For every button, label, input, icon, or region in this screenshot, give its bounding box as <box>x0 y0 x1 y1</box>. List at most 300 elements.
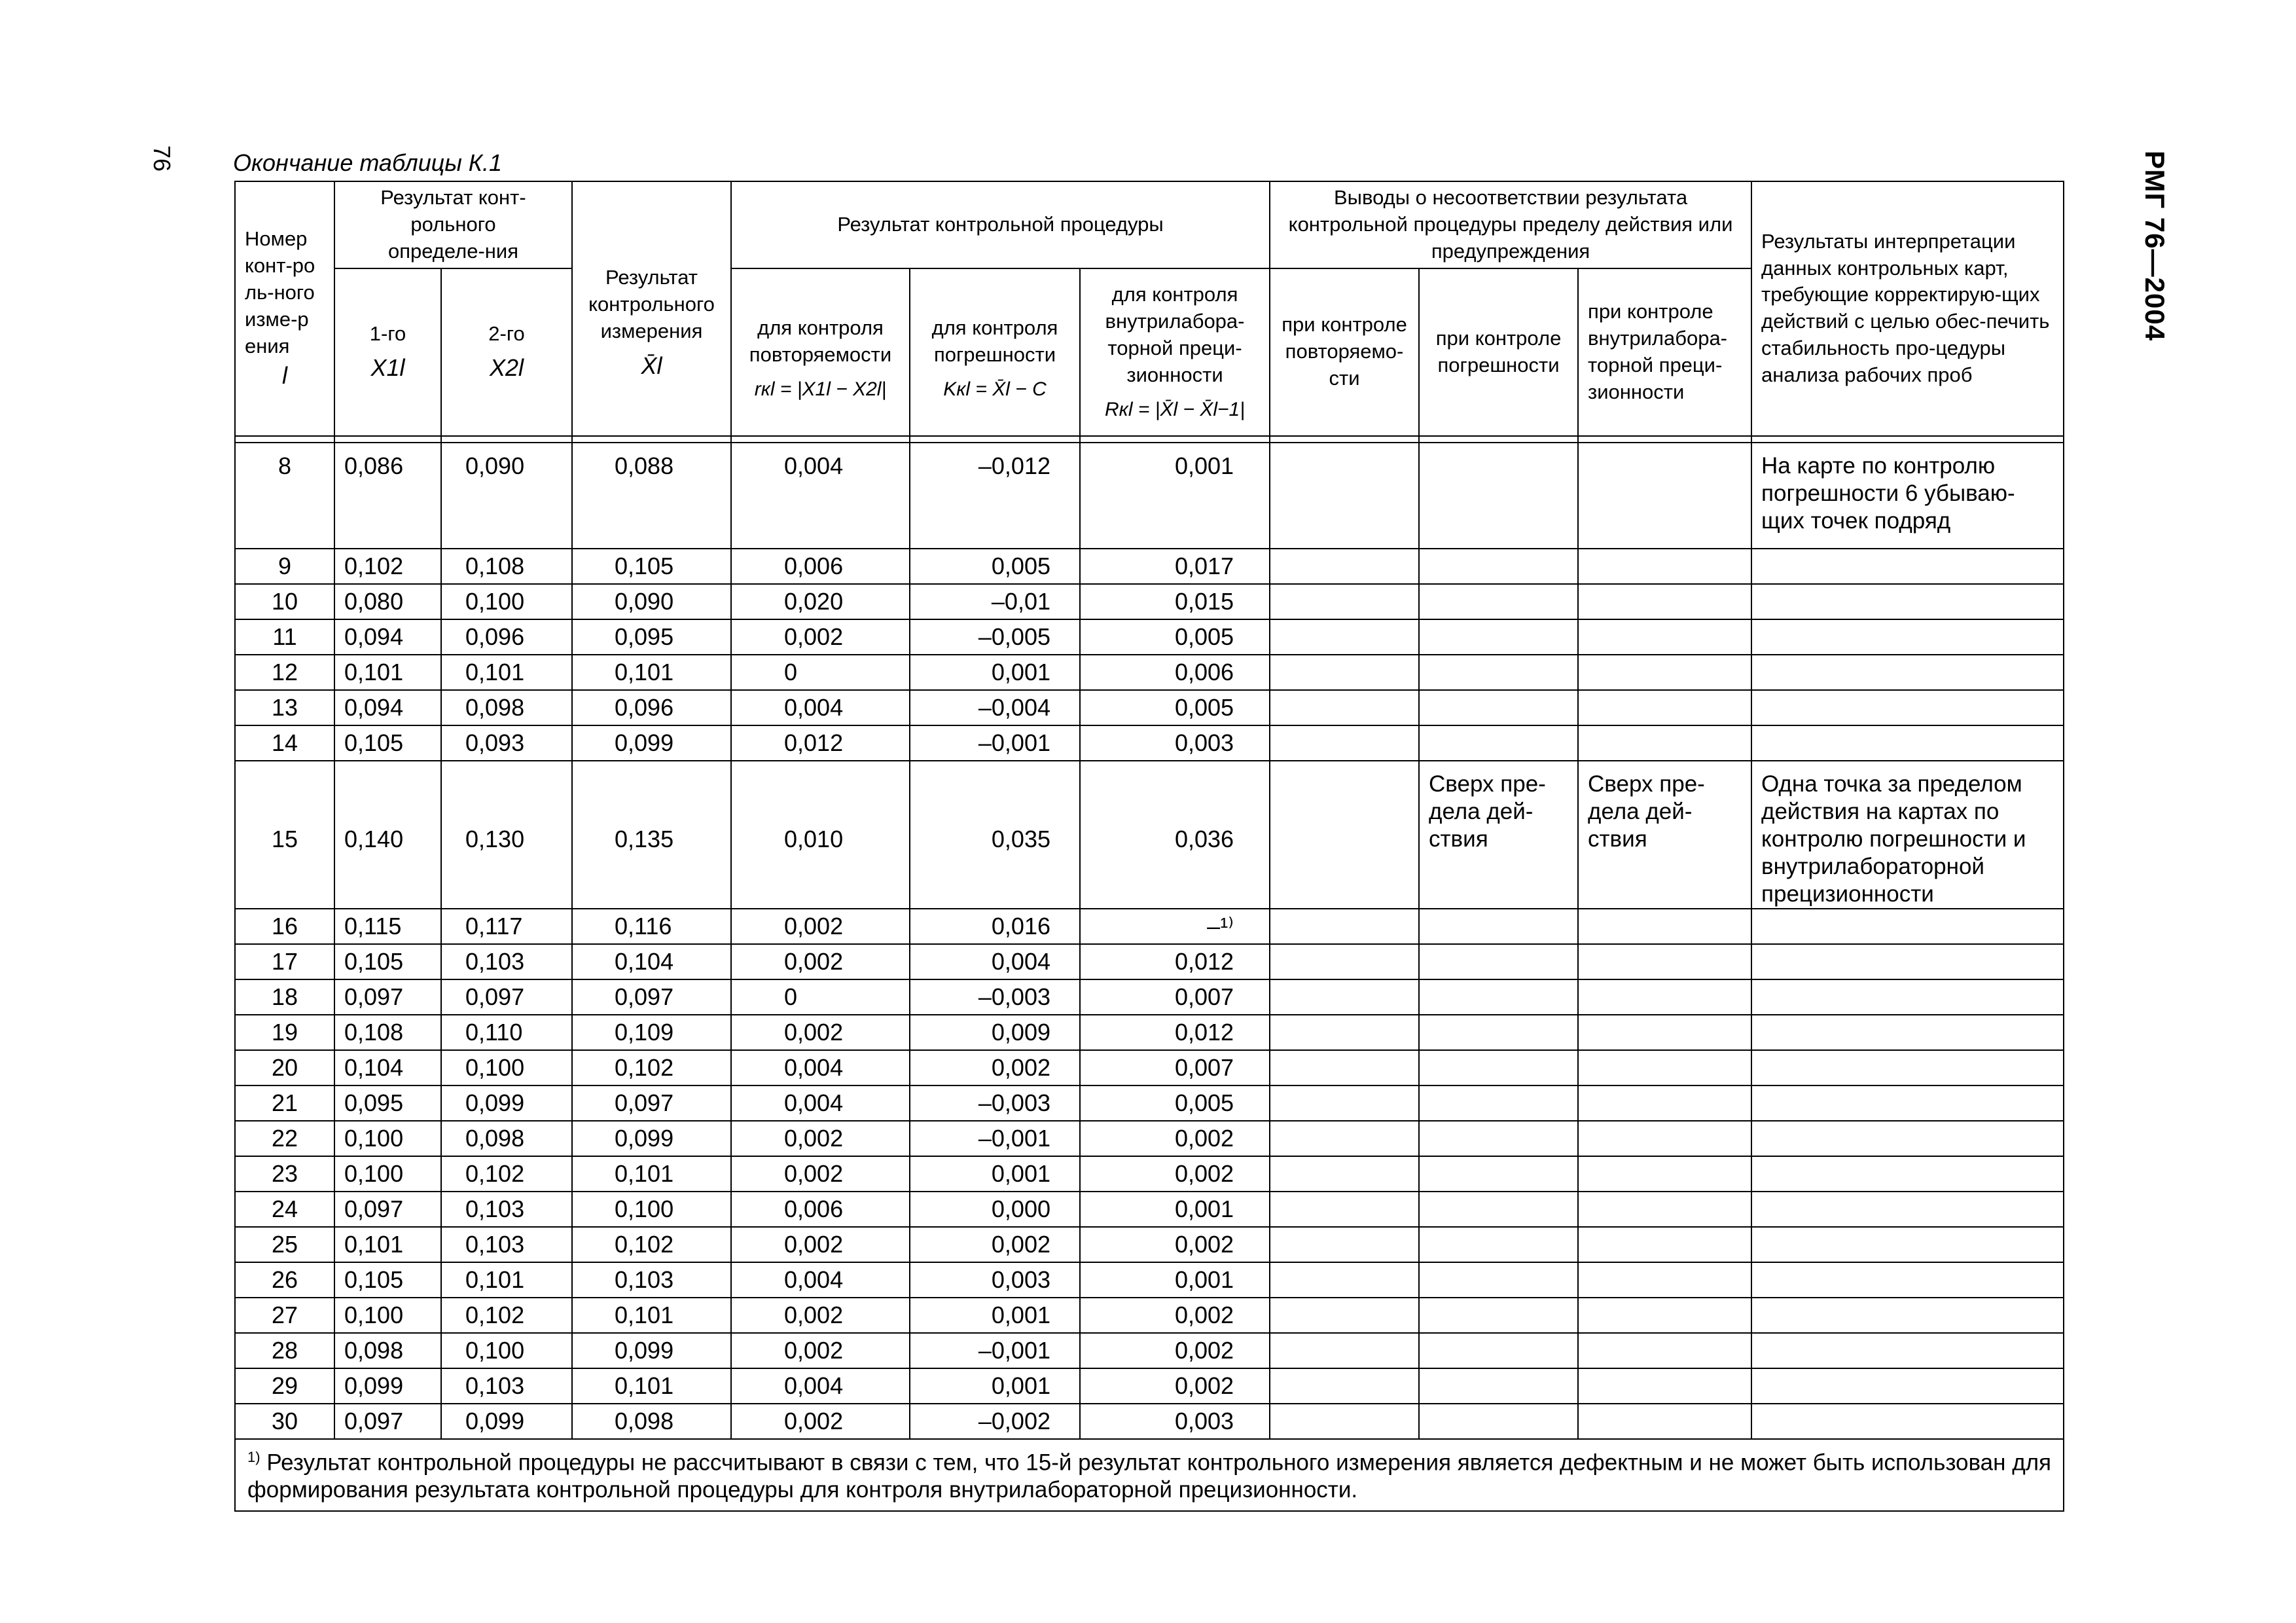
row-number: 19 <box>235 1015 334 1050</box>
header-result-def: Результат конт-рольного определе-ния <box>334 181 572 268</box>
row-x2: 0,117 <box>441 909 572 944</box>
row-precision: 0,036 <box>1080 761 1270 909</box>
row-conclusion-repeatability <box>1270 1015 1419 1050</box>
document-code: РМГ 76—2004 <box>2140 151 2170 342</box>
header-second-symbol: X2l <box>489 354 524 382</box>
row-conclusion-precision <box>1578 1015 1751 1050</box>
row-conclusion-repeatability <box>1270 1262 1419 1298</box>
row-x-mean: 0,104 <box>572 944 731 979</box>
row-conclusion-error <box>1419 1050 1578 1085</box>
row-x-mean: 0,116 <box>572 909 731 944</box>
row-repeatability: 0,004 <box>731 1262 910 1298</box>
row-interpretation <box>1751 1298 2064 1333</box>
row-interpretation <box>1751 1015 2064 1050</box>
table-row <box>235 690 2064 725</box>
row-number: 24 <box>235 1192 334 1227</box>
table-row <box>235 944 2064 979</box>
row-x2: 0,098 <box>441 690 572 725</box>
header-result-meas-symbol: X̄l <box>641 352 662 379</box>
row-conclusion-precision <box>1578 1156 1751 1192</box>
row-conclusion-precision: Сверх пре-дела дей-ствия <box>1578 761 1751 909</box>
row-error: 0,001 <box>910 1298 1080 1333</box>
row-number: 30 <box>235 1404 334 1439</box>
row-number: 8 <box>235 443 334 549</box>
row-interpretation <box>1751 909 2064 944</box>
row-conclusion-error <box>1419 1227 1578 1262</box>
table-row <box>235 655 2064 690</box>
row-x2: 0,101 <box>441 1262 572 1298</box>
row-number: 20 <box>235 1050 334 1085</box>
row-conclusion-error <box>1419 725 1578 761</box>
row-conclusion-repeatability <box>1270 725 1419 761</box>
row-precision: 0,001 <box>1080 443 1270 549</box>
row-number: 21 <box>235 1085 334 1121</box>
row-x-mean: 0,097 <box>572 979 731 1015</box>
row-x-mean: 0,098 <box>572 1404 731 1439</box>
row-x2: 0,099 <box>441 1404 572 1439</box>
row-conclusion-error <box>1419 584 1578 619</box>
row-interpretation <box>1751 1121 2064 1156</box>
row-conclusion-error <box>1419 944 1578 979</box>
row-conclusion-error <box>1419 1156 1578 1192</box>
row-x1: 0,097 <box>334 979 441 1015</box>
header-separator <box>235 436 2064 443</box>
row-error: 0,002 <box>910 1227 1080 1262</box>
table-row <box>235 1050 2064 1085</box>
table-row <box>235 1015 2064 1050</box>
row-repeatability: 0,002 <box>731 1015 910 1050</box>
row-x-mean: 0,101 <box>572 1298 731 1333</box>
row-conclusion-repeatability <box>1270 761 1419 909</box>
row-conclusion-error <box>1419 549 1578 584</box>
row-error: 0,016 <box>910 909 1080 944</box>
header-number-symbol: l <box>282 361 287 389</box>
row-interpretation <box>1751 1333 2064 1368</box>
row-x-mean: 0,090 <box>572 584 731 619</box>
row-number: 17 <box>235 944 334 979</box>
row-x-mean: 0,103 <box>572 1262 731 1298</box>
row-number: 29 <box>235 1368 334 1404</box>
row-conclusion-error: Сверх пре-дела дей-ствия <box>1419 761 1578 909</box>
row-precision: 0,007 <box>1080 1050 1270 1085</box>
row-x-mean: 0,101 <box>572 1156 731 1192</box>
row-repeatability: 0,004 <box>731 690 910 725</box>
row-conclusion-error <box>1419 909 1578 944</box>
header-error <box>910 268 1080 436</box>
header-error-label: для контроля погрешности <box>931 316 1058 366</box>
row-interpretation <box>1751 725 2064 761</box>
header-result-meas <box>572 181 731 436</box>
row-repeatability: 0,002 <box>731 1333 910 1368</box>
table-row <box>235 1192 2064 1227</box>
row-number: 11 <box>235 619 334 655</box>
header-procedure: Результат контрольной процедуры <box>731 181 1270 268</box>
row-interpretation <box>1751 979 2064 1015</box>
row-number: 12 <box>235 655 334 690</box>
header-first <box>334 268 441 436</box>
row-conclusion-repeatability <box>1270 619 1419 655</box>
row-x2: 0,103 <box>441 944 572 979</box>
error-formula: Kкl = X̄l − C <box>943 378 1047 400</box>
row-repeatability: 0,010 <box>731 761 910 909</box>
table-row <box>235 584 2064 619</box>
row-x1: 0,102 <box>334 549 441 584</box>
row-conclusion-error <box>1419 655 1578 690</box>
row-number: 13 <box>235 690 334 725</box>
table-row <box>235 619 2064 655</box>
row-repeatability: 0,020 <box>731 584 910 619</box>
row-conclusion-error <box>1419 1333 1578 1368</box>
row-precision: 0,015 <box>1080 584 1270 619</box>
row-repeatability: 0 <box>731 979 910 1015</box>
row-conclusion-precision <box>1578 1227 1751 1262</box>
row-x1: 0,100 <box>334 1156 441 1192</box>
row-precision: 0,017 <box>1080 549 1270 584</box>
header-number-label: Номер конт-роль-ного изме-рения <box>245 227 315 357</box>
row-conclusion-repeatability <box>1270 1121 1419 1156</box>
row-repeatability: 0,002 <box>731 944 910 979</box>
table-row <box>235 1227 2064 1262</box>
row-number: 14 <box>235 725 334 761</box>
row-repeatability: 0,002 <box>731 1156 910 1192</box>
row-precision: 0,002 <box>1080 1156 1270 1192</box>
row-conclusion-error <box>1419 1262 1578 1298</box>
row-repeatability: 0 <box>731 655 910 690</box>
row-x-mean: 0,099 <box>572 1121 731 1156</box>
row-conclusion-precision <box>1578 979 1751 1015</box>
row-x1: 0,108 <box>334 1015 441 1050</box>
row-number: 25 <box>235 1227 334 1262</box>
row-precision: 0,003 <box>1080 1404 1270 1439</box>
row-x1: 0,100 <box>334 1121 441 1156</box>
header-first-label: 1-го <box>369 321 406 345</box>
repeatability-formula: rкl = |X1l − X2l| <box>754 378 887 400</box>
row-error: 0,003 <box>910 1262 1080 1298</box>
row-x2: 0,103 <box>441 1227 572 1262</box>
row-repeatability: 0,002 <box>731 619 910 655</box>
row-conclusion-error <box>1419 1192 1578 1227</box>
row-number: 26 <box>235 1262 334 1298</box>
row-x2: 0,090 <box>441 443 572 549</box>
row-precision: 0,007 <box>1080 979 1270 1015</box>
row-interpretation <box>1751 655 2064 690</box>
row-interpretation: Одна точка за пределом действия на картах по контролю погрешности и внутрилабораторной прецизионности <box>1751 761 2064 909</box>
row-x2: 0,110 <box>441 1015 572 1050</box>
row-conclusion-precision <box>1578 443 1751 549</box>
row-conclusion-precision <box>1578 584 1751 619</box>
row-conclusion-precision <box>1578 619 1751 655</box>
row-x-mean: 0,105 <box>572 549 731 584</box>
row-interpretation <box>1751 1262 2064 1298</box>
row-interpretation <box>1751 690 2064 725</box>
row-conclusion-precision <box>1578 655 1751 690</box>
row-error: –0,002 <box>910 1404 1080 1439</box>
row-number: 16 <box>235 909 334 944</box>
row-x2: 0,100 <box>441 1050 572 1085</box>
row-x-mean: 0,100 <box>572 1192 731 1227</box>
row-number: 23 <box>235 1156 334 1192</box>
table-row <box>235 1121 2064 1156</box>
page-number: 76 <box>149 145 175 172</box>
row-repeatability: 0,004 <box>731 443 910 549</box>
row-conclusion-error <box>1419 979 1578 1015</box>
row-x2: 0,108 <box>441 549 572 584</box>
row-conclusion-precision <box>1578 1085 1751 1121</box>
row-interpretation <box>1751 1368 2064 1404</box>
row-x2: 0,093 <box>441 725 572 761</box>
row-number: 10 <box>235 584 334 619</box>
row-conclusion-repeatability <box>1270 979 1419 1015</box>
row-interpretation <box>1751 549 2064 584</box>
precision-formula: Rкl = |X̄l − X̄l−1| <box>1105 398 1246 420</box>
row-x2: 0,096 <box>441 619 572 655</box>
row-repeatability: 0,002 <box>731 1404 910 1439</box>
header-conclusions: Выводы о несоответствии результата контрольной процедуры пределу действия или предупреждения <box>1270 181 1751 268</box>
row-precision: 0,012 <box>1080 1015 1270 1050</box>
row-x2: 0,099 <box>441 1085 572 1121</box>
row-interpretation <box>1751 619 2064 655</box>
header-repeatability <box>731 268 910 436</box>
header-result-meas-label: Результат контрольного измерения <box>588 266 715 343</box>
row-number: 27 <box>235 1298 334 1333</box>
row-conclusion-error <box>1419 619 1578 655</box>
row-conclusion-error <box>1419 443 1578 549</box>
row-x2: 0,103 <box>441 1368 572 1404</box>
table-row <box>235 1333 2064 1368</box>
row-precision: 0,005 <box>1080 1085 1270 1121</box>
row-conclusion-precision <box>1578 1404 1751 1439</box>
row-x-mean: 0,102 <box>572 1227 731 1262</box>
row-precision: –¹⁾ <box>1080 909 1270 944</box>
table-row <box>235 979 2064 1015</box>
row-x1: 0,098 <box>334 1333 441 1368</box>
row-conclusion-repeatability <box>1270 549 1419 584</box>
row-x-mean: 0,096 <box>572 690 731 725</box>
row-error: 0,009 <box>910 1015 1080 1050</box>
row-x2: 0,103 <box>441 1192 572 1227</box>
header-number <box>235 181 334 436</box>
row-x1: 0,105 <box>334 725 441 761</box>
row-repeatability: 0,002 <box>731 1227 910 1262</box>
row-x-mean: 0,109 <box>572 1015 731 1050</box>
table-row <box>235 725 2064 761</box>
row-interpretation <box>1751 1192 2064 1227</box>
row-repeatability: 0,002 <box>731 909 910 944</box>
table-row <box>235 443 2064 549</box>
row-x-mean: 0,135 <box>572 761 731 909</box>
row-precision: 0,002 <box>1080 1368 1270 1404</box>
row-error: 0,001 <box>910 1368 1080 1404</box>
row-number: 9 <box>235 549 334 584</box>
row-x1: 0,105 <box>334 944 441 979</box>
row-conclusion-repeatability <box>1270 944 1419 979</box>
row-precision: 0,005 <box>1080 690 1270 725</box>
row-error: 0,001 <box>910 1156 1080 1192</box>
row-x1: 0,094 <box>334 690 441 725</box>
row-conclusion-error <box>1419 1121 1578 1156</box>
row-error: –0,001 <box>910 1121 1080 1156</box>
row-error: –0,003 <box>910 1085 1080 1121</box>
table-row <box>235 1262 2064 1298</box>
row-interpretation <box>1751 1156 2064 1192</box>
row-x-mean: 0,099 <box>572 1333 731 1368</box>
row-conclusion-repeatability <box>1270 1333 1419 1368</box>
row-x1: 0,100 <box>334 1298 441 1333</box>
row-number: 28 <box>235 1333 334 1368</box>
row-conclusion-precision <box>1578 1050 1751 1085</box>
row-error: 0,035 <box>910 761 1080 909</box>
header-precision <box>1080 268 1270 436</box>
header-interpretation: Результаты интерпретации данных контрольных карт, требующие корректирую-щих действий с целью обес-печить стабильность про-цедуры анализа рабочих проб <box>1751 181 2064 436</box>
header-first-symbol: X1l <box>370 354 405 382</box>
table-footnote <box>235 1439 2064 1512</box>
table-row <box>235 1085 2064 1121</box>
header-second <box>441 268 572 436</box>
row-conclusion-repeatability <box>1270 1156 1419 1192</box>
row-repeatability: 0,004 <box>731 1050 910 1085</box>
row-conclusion-precision <box>1578 1298 1751 1333</box>
row-x1: 0,101 <box>334 1227 441 1262</box>
row-number: 22 <box>235 1121 334 1156</box>
row-interpretation <box>1751 1085 2064 1121</box>
row-conclusion-precision <box>1578 690 1751 725</box>
row-number: 15 <box>235 761 334 909</box>
table-row <box>235 549 2064 584</box>
row-x1: 0,097 <box>334 1404 441 1439</box>
row-conclusion-repeatability <box>1270 584 1419 619</box>
row-x1: 0,101 <box>334 655 441 690</box>
row-error: 0,001 <box>910 655 1080 690</box>
row-conclusion-repeatability <box>1270 1298 1419 1333</box>
row-x1: 0,115 <box>334 909 441 944</box>
table-row <box>235 1368 2064 1404</box>
row-x-mean: 0,099 <box>572 725 731 761</box>
row-interpretation <box>1751 1050 2064 1085</box>
row-conclusion-repeatability <box>1270 690 1419 725</box>
row-error: –0,003 <box>910 979 1080 1015</box>
row-x2: 0,102 <box>441 1298 572 1333</box>
row-conclusion-repeatability <box>1270 1192 1419 1227</box>
row-error: –0,001 <box>910 725 1080 761</box>
row-conclusion-precision <box>1578 1262 1751 1298</box>
row-precision: 0,012 <box>1080 944 1270 979</box>
row-x-mean: 0,102 <box>572 1050 731 1085</box>
row-conclusion-precision <box>1578 725 1751 761</box>
row-error: 0,002 <box>910 1050 1080 1085</box>
row-conclusion-repeatability <box>1270 443 1419 549</box>
header-second-label: 2-го <box>488 321 525 345</box>
row-error: –0,001 <box>910 1333 1080 1368</box>
table-row <box>235 1298 2064 1333</box>
row-interpretation <box>1751 584 2064 619</box>
table-row <box>235 1156 2064 1192</box>
row-conclusion-repeatability <box>1270 1368 1419 1404</box>
row-x2: 0,098 <box>441 1121 572 1156</box>
row-x1: 0,097 <box>334 1192 441 1227</box>
row-x-mean: 0,101 <box>572 655 731 690</box>
row-precision: 0,003 <box>1080 725 1270 761</box>
header-repeatability-label: для контроля повторяемости <box>749 316 892 366</box>
row-x2: 0,097 <box>441 979 572 1015</box>
row-conclusion-precision <box>1578 944 1751 979</box>
row-error: 0,004 <box>910 944 1080 979</box>
row-repeatability: 0,006 <box>731 1192 910 1227</box>
row-interpretation <box>1751 944 2064 979</box>
footnote-text: Результат контрольной процедуры не рассчитывают в связи с тем, что 15-й результат контрольного измерения является дефектным и не может быть использован для формирования результата контрольной процедуры для контроля внутрилабораторной прецизионности. <box>247 1450 2052 1503</box>
table-row <box>235 909 2064 944</box>
row-number: 18 <box>235 979 334 1015</box>
header-c-precision: при контроле внутрилабора-торной преци-зионности <box>1578 268 1751 436</box>
row-x-mean: 0,095 <box>572 619 731 655</box>
row-conclusion-error <box>1419 1404 1578 1439</box>
row-precision: 0,002 <box>1080 1298 1270 1333</box>
header-precision-label: для контроля внутрилабора-торной преци-зионности <box>1105 283 1245 386</box>
row-precision: 0,006 <box>1080 655 1270 690</box>
row-x-mean: 0,088 <box>572 443 731 549</box>
row-precision: 0,002 <box>1080 1121 1270 1156</box>
row-x-mean: 0,097 <box>572 1085 731 1121</box>
row-x2: 0,102 <box>441 1156 572 1192</box>
row-error: –0,005 <box>910 619 1080 655</box>
row-error: –0,004 <box>910 690 1080 725</box>
row-x1: 0,099 <box>334 1368 441 1404</box>
row-conclusion-precision <box>1578 909 1751 944</box>
table-row <box>235 761 2064 909</box>
table-caption: Окончание таблицы К.1 <box>233 149 503 176</box>
row-x1: 0,105 <box>334 1262 441 1298</box>
row-conclusion-repeatability <box>1270 1227 1419 1262</box>
row-conclusion-precision <box>1578 1333 1751 1368</box>
row-x2: 0,100 <box>441 1333 572 1368</box>
row-x2: 0,101 <box>441 655 572 690</box>
row-conclusion-precision <box>1578 1368 1751 1404</box>
row-conclusion-error <box>1419 1085 1578 1121</box>
row-conclusion-repeatability <box>1270 1085 1419 1121</box>
row-precision: 0,001 <box>1080 1262 1270 1298</box>
table-row <box>235 1404 2064 1439</box>
row-conclusion-error <box>1419 1015 1578 1050</box>
row-conclusion-precision <box>1578 1121 1751 1156</box>
row-repeatability: 0,012 <box>731 725 910 761</box>
row-interpretation <box>1751 1404 2064 1439</box>
row-conclusion-repeatability <box>1270 1050 1419 1085</box>
row-conclusion-error <box>1419 690 1578 725</box>
row-precision: 0,005 <box>1080 619 1270 655</box>
row-precision: 0,002 <box>1080 1227 1270 1262</box>
row-precision: 0,002 <box>1080 1333 1270 1368</box>
row-repeatability: 0,002 <box>731 1298 910 1333</box>
control-table <box>234 181 2064 1512</box>
row-conclusion-error <box>1419 1368 1578 1404</box>
row-error: –0,012 <box>910 443 1080 549</box>
row-interpretation: На карте по контролю погрешности 6 убываю-щих точек подряд <box>1751 443 2064 549</box>
row-conclusion-repeatability <box>1270 909 1419 944</box>
row-conclusion-precision <box>1578 1192 1751 1227</box>
row-precision: 0,001 <box>1080 1192 1270 1227</box>
header-c-repeatability: при контроле повторяемо-сти <box>1270 268 1419 436</box>
row-x1: 0,095 <box>334 1085 441 1121</box>
row-x1: 0,094 <box>334 619 441 655</box>
row-conclusion-repeatability <box>1270 1404 1419 1439</box>
row-repeatability: 0,004 <box>731 1085 910 1121</box>
row-x1: 0,080 <box>334 584 441 619</box>
row-interpretation <box>1751 1227 2064 1262</box>
row-error: –0,01 <box>910 584 1080 619</box>
row-error: 0,000 <box>910 1192 1080 1227</box>
row-repeatability: 0,002 <box>731 1121 910 1156</box>
row-conclusion-precision <box>1578 549 1751 584</box>
row-x2: 0,100 <box>441 584 572 619</box>
